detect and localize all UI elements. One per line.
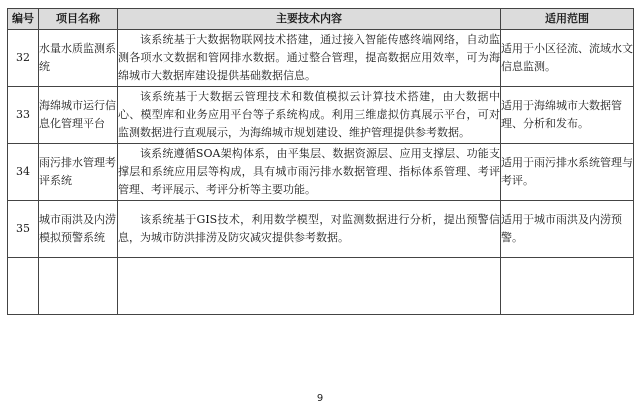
row-scope: 适用于海绵城市大数据管理、分析和发布。: [501, 87, 634, 144]
row-technical-content: 该系统遵循SOA架构体系，由平集层、数据资源层、应用支撑层、功能支撑层和系统应用层等构成，具有城市雨污排水数据管理、指标体系管理、考评管理、考评展示、考评分析等主要功能。: [118, 144, 501, 201]
header-technical-content: 主要技术内容: [118, 9, 501, 30]
table-header-row: [8, 9, 634, 30]
table-row: [8, 144, 634, 201]
table-row: [8, 30, 634, 87]
row-project-name: 雨污排水管理考评系统: [39, 144, 118, 201]
table-row: [8, 201, 634, 258]
empty-cell: [8, 258, 39, 315]
row-technical-content: 该系统基于GIS技术，利用数学模型，对监测数据进行分析，提出预警信息，为城市防洪排涝及防灾减灾提供参考数据。: [118, 201, 501, 258]
header-number: 编号: [8, 9, 39, 30]
header-scope: 适用范围: [501, 9, 634, 30]
empty-cell: [118, 258, 501, 315]
row-scope: 适用于城市雨洪及内涝预警。: [501, 201, 634, 258]
row-scope: 适用于雨污排水系统管理与考评。: [501, 144, 634, 201]
row-scope: 适用于小区径流、流域水文信息监测。: [501, 30, 634, 87]
row-project-name: 水量水质监测系统: [39, 30, 118, 87]
header-project-name: 项目名称: [39, 9, 118, 30]
page-number: 9: [316, 393, 324, 404]
empty-row: [8, 258, 634, 315]
project-table: [7, 8, 634, 315]
row-number: 34: [8, 144, 39, 201]
row-technical-content: 该系统基于大数据云管理技术和数值模拟云计算技术搭建，由大数据中心、模型库和业务应用平台等子系统构成。利用三维虚拟仿真展示平台，可对监测数据进行直观展示，为海绵城市规划建设、维护管理提供参考数据。: [118, 87, 501, 144]
empty-cell: [39, 258, 118, 315]
row-number: 35: [8, 201, 39, 258]
row-project-name: 城市雨洪及内涝模拟预警系统: [39, 201, 118, 258]
row-technical-content: 该系统基于大数据物联网技术搭建，通过接入智能传感终端网络，自动监测各项水文数据和管网排水数据。通过整合管理，提高数据应用效率，可为海绵城市大数据库建设提供基础数据信息。: [118, 30, 501, 87]
row-number: 32: [8, 30, 39, 87]
row-number: 33: [8, 87, 39, 144]
row-project-name: 海绵城市运行信息化管理平台: [39, 87, 118, 144]
empty-cell: [501, 258, 634, 315]
table-row: [8, 87, 634, 144]
